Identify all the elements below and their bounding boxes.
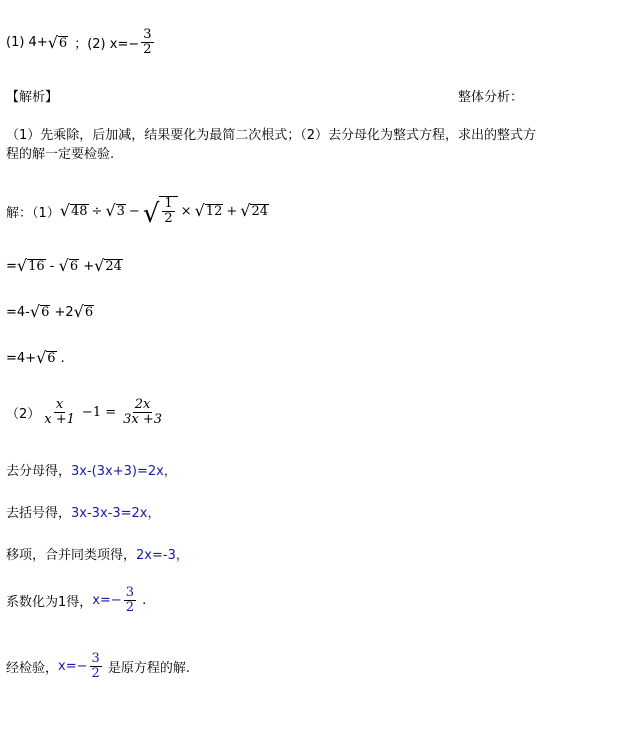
solution1-step1: = √ 16 - √ 6 + √ 24 <box>6 256 122 275</box>
analysis-heading: 【解析】 <box>6 90 59 105</box>
sqrt-6: √ 6 <box>47 32 68 52</box>
sqrt-3: √ 3 <box>105 201 125 221</box>
sqrt-6: √ 6 <box>58 256 79 275</box>
solution2-check: 经检验， x=− $\frac{3}{2}$ 是原方程的解. <box>6 651 191 682</box>
solution1-step2: =4- √ 6 +2 √ 6 <box>6 302 94 321</box>
solution1-step3: =4+ √ 6 . <box>6 348 65 367</box>
answer-separator: ；(2) x=− <box>74 37 140 53</box>
fraction-3-2: $\frac{3}{2}$ <box>125 585 135 616</box>
sqrt-24: √ 24 <box>94 256 122 275</box>
sqrt-6: √ 6 <box>29 302 50 321</box>
sqrt-half: √ $\frac{1}{2}$ <box>143 196 178 227</box>
fraction-3-2: $\frac{3}{2}$ <box>91 651 100 682</box>
sqrt-6: √ 6 <box>73 302 94 321</box>
solution2-step2: 去括号得， 3x-3x-3=2x， <box>6 506 161 521</box>
sqrt-16: √ 16 <box>16 256 45 275</box>
fraction-x-over-x-plus-1: $\frac{x}{x +1}$ <box>44 397 75 428</box>
analysis-text-line2: 程的解一定要检验. <box>6 147 115 162</box>
answer-line <box>6 28 156 58</box>
sqrt-48: √ 48 <box>59 201 88 221</box>
fraction-3-2: $\frac{3}{2}$ <box>143 27 152 58</box>
solution2-equation: （2） $\frac{x}{x +1}$ −1 = $\frac{2x}{3x +3}$ <box>6 397 163 428</box>
sqrt-6: √ 6 <box>36 348 56 367</box>
sqrt-24: √ 24 <box>240 201 268 221</box>
answer-part1-label: (1) 4+ <box>6 35 48 51</box>
solution2-step3: 移项，合并同类项得， 2x=-3， <box>6 548 189 563</box>
fraction-2x-over-3x-plus-3: $\frac{2x}{3x +3}$ <box>123 397 163 428</box>
solution2-step4: 系数化为1得， x=− $\frac{3}{2}$ . <box>6 585 147 616</box>
solution1-expression: 解：（1） √ 48 ÷ √ 3 − √ $\frac{1}{2}$ × √ 12 + √ 24 <box>6 196 268 229</box>
analysis-text-line1: （1）先乘除，后加减，结果要化为最简二次根式；（2）去分母化为整式方程，求出的整式方 <box>6 128 537 143</box>
analysis-right-label: 整体分析： <box>458 90 524 105</box>
solution2-step1: 去分母得， 3x-(3x+3)=2x， <box>6 464 177 479</box>
sqrt-12: √ 12 <box>194 201 223 221</box>
